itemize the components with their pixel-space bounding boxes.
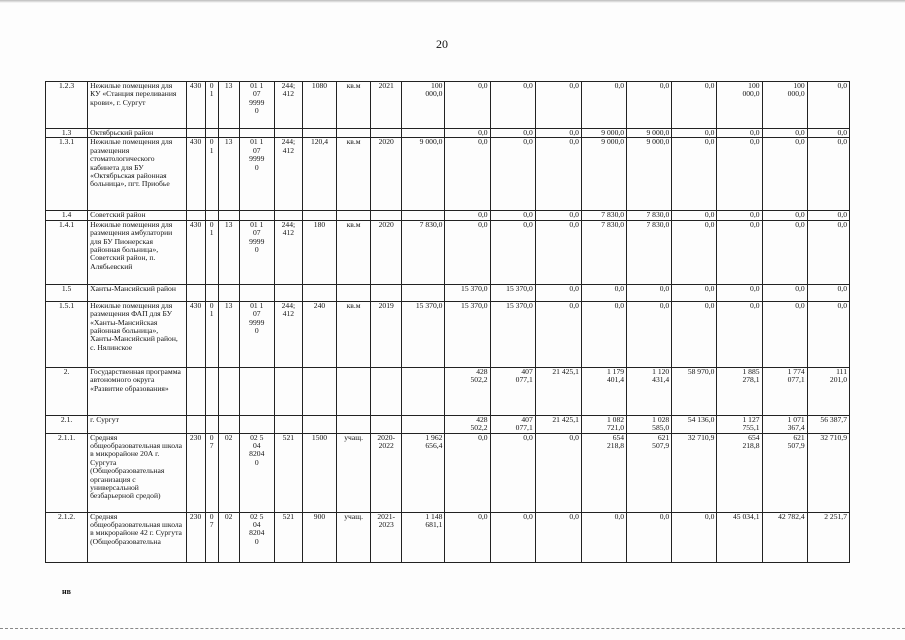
- funding-value-cell: 0,0: [807, 284, 849, 301]
- funding-value-cell: 0,0: [807, 138, 849, 211]
- grbs-code-cell: 430: [186, 301, 205, 367]
- table-row: [46, 284, 850, 301]
- table-row: [46, 415, 850, 433]
- funding-value-cell: 7 830,0: [581, 211, 626, 220]
- funding-value-cell: 0,0: [581, 512, 626, 562]
- funding-value-cell: 0,0: [535, 138, 581, 211]
- funding-value-cell: 1 774 077,1: [762, 367, 807, 415]
- object-name-cell: Средняя общеобразовательная школа в микрорайоне 20А г. Сургута (Общеобразовательная организация с универсальной безбарьерной средой): [88, 433, 186, 512]
- capacity-unit-cell: кв.м: [337, 301, 371, 367]
- row-code-cell: 2.: [46, 367, 88, 415]
- table-row: [46, 433, 850, 512]
- construction-years-cell: 2021- 2023: [371, 512, 402, 562]
- object-name-cell: Средняя общеобразовательная школа в микрорайоне 42 г. Сургута (Общеобразовательна: [88, 512, 186, 562]
- funding-value-cell: 654 218,8: [717, 433, 762, 512]
- capacity-cell: 900: [302, 512, 336, 562]
- funding-value-cell: 0,0: [535, 301, 581, 367]
- funding-value-cell: 0,0: [717, 220, 762, 284]
- funding-value-cell: 0,0: [717, 301, 762, 367]
- capacity-unit-cell: учащ.: [337, 433, 371, 512]
- capacity-cell: [302, 367, 336, 415]
- target-article-code-cell: 01 1 07 9999 0: [239, 82, 274, 129]
- expense-type-code-cell: 244; 412: [274, 301, 302, 367]
- row-code-cell: 1.2.3: [46, 82, 88, 129]
- table-row: [46, 211, 850, 220]
- funding-value-cell: 1 179 401,4: [581, 367, 626, 415]
- object-name-cell: Советский район: [88, 211, 186, 220]
- capacity-cell: 240: [302, 301, 336, 367]
- funding-value-cell: 1 127 755,1: [717, 415, 762, 433]
- row-code-cell: 1.5: [46, 284, 88, 301]
- section-code-cell: 0 1: [205, 82, 218, 129]
- capacity-unit-cell: кв.м: [337, 138, 371, 211]
- funding-value-cell: 58 970,0: [672, 367, 717, 415]
- target-article-code-cell: [239, 211, 274, 220]
- funding-value-cell: 0,0: [717, 284, 762, 301]
- construction-years-cell: 2020: [371, 220, 402, 284]
- construction-years-cell: 2020- 2022: [371, 433, 402, 512]
- row-code-cell: 1.4.1: [46, 220, 88, 284]
- target-article-code-cell: 02 5 04 8204 0: [239, 512, 274, 562]
- funding-value-cell: 0,0: [445, 220, 490, 284]
- funding-value-cell: 0,0: [490, 512, 535, 562]
- funding-value-cell: 7 830,0: [627, 220, 672, 284]
- funding-value-cell: 9 000,0: [627, 138, 672, 211]
- grbs-code-cell: 230: [186, 433, 205, 512]
- funding-value-cell: 42 782,4: [762, 512, 807, 562]
- funding-value-cell: 1 885 278,1: [717, 367, 762, 415]
- row-code-cell: 1.4: [46, 211, 88, 220]
- funding-value-cell: 21 425,1: [535, 415, 581, 433]
- funding-value-cell: 1 120 431,4: [627, 367, 672, 415]
- row-code-cell: 2.1.: [46, 415, 88, 433]
- funding-value-cell: 7 830,0: [581, 220, 626, 284]
- funding-value-cell: 15 370,0: [445, 301, 490, 367]
- funding-value-cell: 0,0: [672, 220, 717, 284]
- target-article-code-cell: 01 1 07 9999 0: [239, 138, 274, 211]
- funding-value-cell: 0,0: [445, 211, 490, 220]
- object-name-cell: Нежилые помещения для КУ «Станция переливания крови», г. Сургут: [88, 82, 186, 129]
- object-name-cell: г. Сургут: [88, 415, 186, 433]
- funding-value-cell: 0,0: [762, 138, 807, 211]
- funding-value-cell: 0,0: [627, 301, 672, 367]
- funding-value-cell: 0,0: [445, 433, 490, 512]
- object-name-cell: Нежилые помещения для размещения стоматологического кабинета для БУ «Октябрьская районная больница», пгт. Приобье: [88, 138, 186, 211]
- funding-value-cell: 0,0: [445, 138, 490, 211]
- funding-value-cell: 0,0: [627, 284, 672, 301]
- funding-value-cell: 621 507,9: [762, 433, 807, 512]
- expense-type-code-cell: [274, 415, 302, 433]
- funding-value-cell: 7 830,0: [627, 211, 672, 220]
- grbs-code-cell: [186, 129, 205, 138]
- object-name-cell: Октябрьский район: [88, 129, 186, 138]
- target-article-code-cell: 01 1 07 9999 0: [239, 220, 274, 284]
- grbs-code-cell: [186, 284, 205, 301]
- subsection-code-cell: 13: [218, 301, 239, 367]
- funding-value-cell: 0,0: [445, 82, 490, 129]
- section-code-cell: [205, 284, 218, 301]
- funding-value-cell: 0,0: [535, 284, 581, 301]
- funding-value-cell: 56 387,7: [807, 415, 849, 433]
- construction-years-cell: [371, 367, 402, 415]
- table-row: [46, 138, 850, 211]
- funding-value-cell: 9 000,0: [627, 129, 672, 138]
- expense-type-code-cell: 521: [274, 512, 302, 562]
- capacity-unit-cell: [337, 367, 371, 415]
- target-article-code-cell: [239, 129, 274, 138]
- capacity-unit-cell: [337, 129, 371, 138]
- target-article-code-cell: [239, 367, 274, 415]
- target-article-code-cell: 01 1 07 9999 0: [239, 301, 274, 367]
- funding-value-cell: 428 502,2: [445, 415, 490, 433]
- scan-edge-top: [0, 0, 905, 3]
- funding-value-cell: 0,0: [807, 129, 849, 138]
- row-code-cell: 1.5.1: [46, 301, 88, 367]
- funding-value-cell: 0,0: [672, 129, 717, 138]
- funding-value-cell: 0,0: [807, 301, 849, 367]
- estimated-cost-cell: 15 370,0: [402, 301, 445, 367]
- funding-value-cell: 407 077,1: [490, 415, 535, 433]
- funding-value-cell: 0,0: [762, 220, 807, 284]
- estimated-cost-cell: 7 830,0: [402, 220, 445, 284]
- funding-value-cell: 0,0: [581, 301, 626, 367]
- capacity-cell: [302, 211, 336, 220]
- funding-value-cell: 32 710,9: [807, 433, 849, 512]
- expense-type-code-cell: 244; 412: [274, 138, 302, 211]
- target-article-code-cell: [239, 415, 274, 433]
- page-number: 20: [436, 37, 448, 51]
- subsection-code-cell: [218, 211, 239, 220]
- subsection-code-cell: 02: [218, 433, 239, 512]
- scan-edge-bottom: [0, 628, 905, 633]
- funding-value-cell: 0,0: [672, 284, 717, 301]
- funding-value-cell: 0,0: [535, 82, 581, 129]
- grbs-code-cell: 430: [186, 82, 205, 129]
- funding-value-cell: 1 071 367,4: [762, 415, 807, 433]
- funding-value-cell: 0,0: [445, 129, 490, 138]
- subsection-code-cell: [218, 284, 239, 301]
- funding-value-cell: 0,0: [535, 433, 581, 512]
- capacity-cell: 1080: [302, 82, 336, 129]
- subsection-code-cell: 13: [218, 220, 239, 284]
- estimated-cost-cell: [402, 284, 445, 301]
- row-code-cell: 2.1.1.: [46, 433, 88, 512]
- footer-mark: нв: [62, 587, 71, 596]
- expense-type-code-cell: 521: [274, 433, 302, 512]
- section-code-cell: 0 7: [205, 433, 218, 512]
- object-name-cell: Ханты-Мансийский район: [88, 284, 186, 301]
- estimated-cost-cell: 1 148 681,1: [402, 512, 445, 562]
- funding-value-cell: 15 370,0: [490, 301, 535, 367]
- capacity-cell: [302, 129, 336, 138]
- capacity-unit-cell: кв.м: [337, 220, 371, 284]
- construction-years-cell: 2020: [371, 138, 402, 211]
- capital-investment-table: [45, 81, 850, 563]
- object-name-cell: Нежилые помещения для размещения амбулатории для БУ Пионерская районная больница», Советский район, п. Алябьевский: [88, 220, 186, 284]
- funding-value-cell: 111 201,0: [807, 367, 849, 415]
- section-code-cell: 0 7: [205, 512, 218, 562]
- table-row: [46, 512, 850, 562]
- estimated-cost-cell: 9 000,0: [402, 138, 445, 211]
- construction-years-cell: [371, 284, 402, 301]
- funding-value-cell: 0,0: [672, 301, 717, 367]
- table-row: [46, 82, 850, 129]
- funding-value-cell: 0,0: [762, 301, 807, 367]
- funding-value-cell: 0,0: [490, 433, 535, 512]
- subsection-code-cell: 02: [218, 512, 239, 562]
- expense-type-code-cell: [274, 284, 302, 301]
- funding-value-cell: 1 028 585,0: [627, 415, 672, 433]
- subsection-code-cell: [218, 367, 239, 415]
- funding-value-cell: 0,0: [535, 129, 581, 138]
- capacity-cell: 1500: [302, 433, 336, 512]
- funding-value-cell: 654 218,8: [581, 433, 626, 512]
- funding-value-cell: 0,0: [717, 211, 762, 220]
- funding-value-cell: 0,0: [672, 138, 717, 211]
- capacity-cell: [302, 284, 336, 301]
- grbs-code-cell: 430: [186, 220, 205, 284]
- object-name-cell: Нежилые помещения для размещения ФАП для БУ «Ханты-Мансийская районная больница», Ханты-Мансийский район, с. Нялинское: [88, 301, 186, 367]
- capacity-cell: 120,4: [302, 138, 336, 211]
- capacity-cell: [302, 415, 336, 433]
- grbs-code-cell: 230: [186, 512, 205, 562]
- subsection-code-cell: 13: [218, 138, 239, 211]
- estimated-cost-cell: 1 962 656,4: [402, 433, 445, 512]
- funding-value-cell: 621 507,9: [627, 433, 672, 512]
- funding-value-cell: 0,0: [535, 512, 581, 562]
- table-row: [46, 220, 850, 284]
- target-article-code-cell: [239, 284, 274, 301]
- grbs-code-cell: [186, 415, 205, 433]
- estimated-cost-cell: [402, 129, 445, 138]
- funding-value-cell: 0,0: [490, 82, 535, 129]
- target-article-code-cell: 02 5 04 8204 0: [239, 433, 274, 512]
- construction-years-cell: 2019: [371, 301, 402, 367]
- funding-value-cell: 0,0: [490, 138, 535, 211]
- funding-value-cell: 45 034,1: [717, 512, 762, 562]
- funding-value-cell: 0,0: [717, 129, 762, 138]
- expense-type-code-cell: 244; 412: [274, 220, 302, 284]
- funding-value-cell: 1 082 721,0: [581, 415, 626, 433]
- funding-value-cell: 21 425,1: [535, 367, 581, 415]
- section-code-cell: 0 1: [205, 301, 218, 367]
- estimated-cost-cell: [402, 211, 445, 220]
- funding-value-cell: 0,0: [672, 512, 717, 562]
- funding-value-cell: 0,0: [490, 211, 535, 220]
- row-code-cell: 1.3: [46, 129, 88, 138]
- funding-value-cell: 0,0: [672, 211, 717, 220]
- section-code-cell: 0 1: [205, 138, 218, 211]
- section-code-cell: [205, 367, 218, 415]
- section-code-cell: [205, 129, 218, 138]
- funding-value-cell: 0,0: [535, 211, 581, 220]
- capacity-unit-cell: [337, 211, 371, 220]
- funding-value-cell: 0,0: [490, 220, 535, 284]
- funding-value-cell: 0,0: [672, 82, 717, 129]
- funding-value-cell: 9 000,0: [581, 138, 626, 211]
- funding-value-cell: 0,0: [807, 211, 849, 220]
- funding-value-cell: 0,0: [535, 220, 581, 284]
- construction-years-cell: [371, 129, 402, 138]
- funding-value-cell: 9 000,0: [581, 129, 626, 138]
- subsection-code-cell: 13: [218, 82, 239, 129]
- expense-type-code-cell: [274, 129, 302, 138]
- table-row: [46, 129, 850, 138]
- object-name-cell: Государственная программа автономного округа «Развитие образования»: [88, 367, 186, 415]
- subsection-code-cell: [218, 129, 239, 138]
- row-code-cell: 1.3.1: [46, 138, 88, 211]
- estimated-cost-cell: [402, 367, 445, 415]
- expense-type-code-cell: [274, 367, 302, 415]
- capacity-cell: 180: [302, 220, 336, 284]
- subsection-code-cell: [218, 415, 239, 433]
- funding-value-cell: 0,0: [581, 82, 626, 129]
- expense-type-code-cell: 244; 412: [274, 82, 302, 129]
- row-code-cell: 2.1.2.: [46, 512, 88, 562]
- funding-value-cell: 100 000,0: [762, 82, 807, 129]
- funding-value-cell: 0,0: [627, 512, 672, 562]
- funding-value-cell: 407 077,1: [490, 367, 535, 415]
- funding-value-cell: 428 502,2: [445, 367, 490, 415]
- expense-type-code-cell: [274, 211, 302, 220]
- funding-value-cell: 15 370,0: [490, 284, 535, 301]
- construction-years-cell: [371, 211, 402, 220]
- construction-years-cell: 2021: [371, 82, 402, 129]
- grbs-code-cell: [186, 367, 205, 415]
- funding-value-cell: 0,0: [717, 138, 762, 211]
- funding-value-cell: 0,0: [762, 129, 807, 138]
- funding-value-cell: 0,0: [807, 220, 849, 284]
- funding-value-cell: 0,0: [762, 211, 807, 220]
- section-code-cell: [205, 211, 218, 220]
- construction-years-cell: [371, 415, 402, 433]
- table-row: [46, 367, 850, 415]
- funding-value-cell: 0,0: [490, 129, 535, 138]
- funding-value-cell: 2 251,7: [807, 512, 849, 562]
- funding-value-cell: 54 136,0: [672, 415, 717, 433]
- table-row: [46, 301, 850, 367]
- estimated-cost-cell: [402, 415, 445, 433]
- capacity-unit-cell: [337, 284, 371, 301]
- funding-value-cell: 0,0: [807, 82, 849, 129]
- funding-value-cell: 100 000,0: [717, 82, 762, 129]
- estimated-cost-cell: 100 000,0: [402, 82, 445, 129]
- funding-value-cell: 0,0: [581, 284, 626, 301]
- funding-value-cell: 32 710,9: [672, 433, 717, 512]
- funding-value-cell: 0,0: [762, 284, 807, 301]
- section-code-cell: 0 1: [205, 220, 218, 284]
- funding-value-cell: 0,0: [445, 512, 490, 562]
- funding-value-cell: 15 370,0: [445, 284, 490, 301]
- section-code-cell: [205, 415, 218, 433]
- capacity-unit-cell: кв.м: [337, 82, 371, 129]
- grbs-code-cell: 430: [186, 138, 205, 211]
- capacity-unit-cell: [337, 415, 371, 433]
- grbs-code-cell: [186, 211, 205, 220]
- funding-value-cell: 0,0: [627, 82, 672, 129]
- capacity-unit-cell: учащ.: [337, 512, 371, 562]
